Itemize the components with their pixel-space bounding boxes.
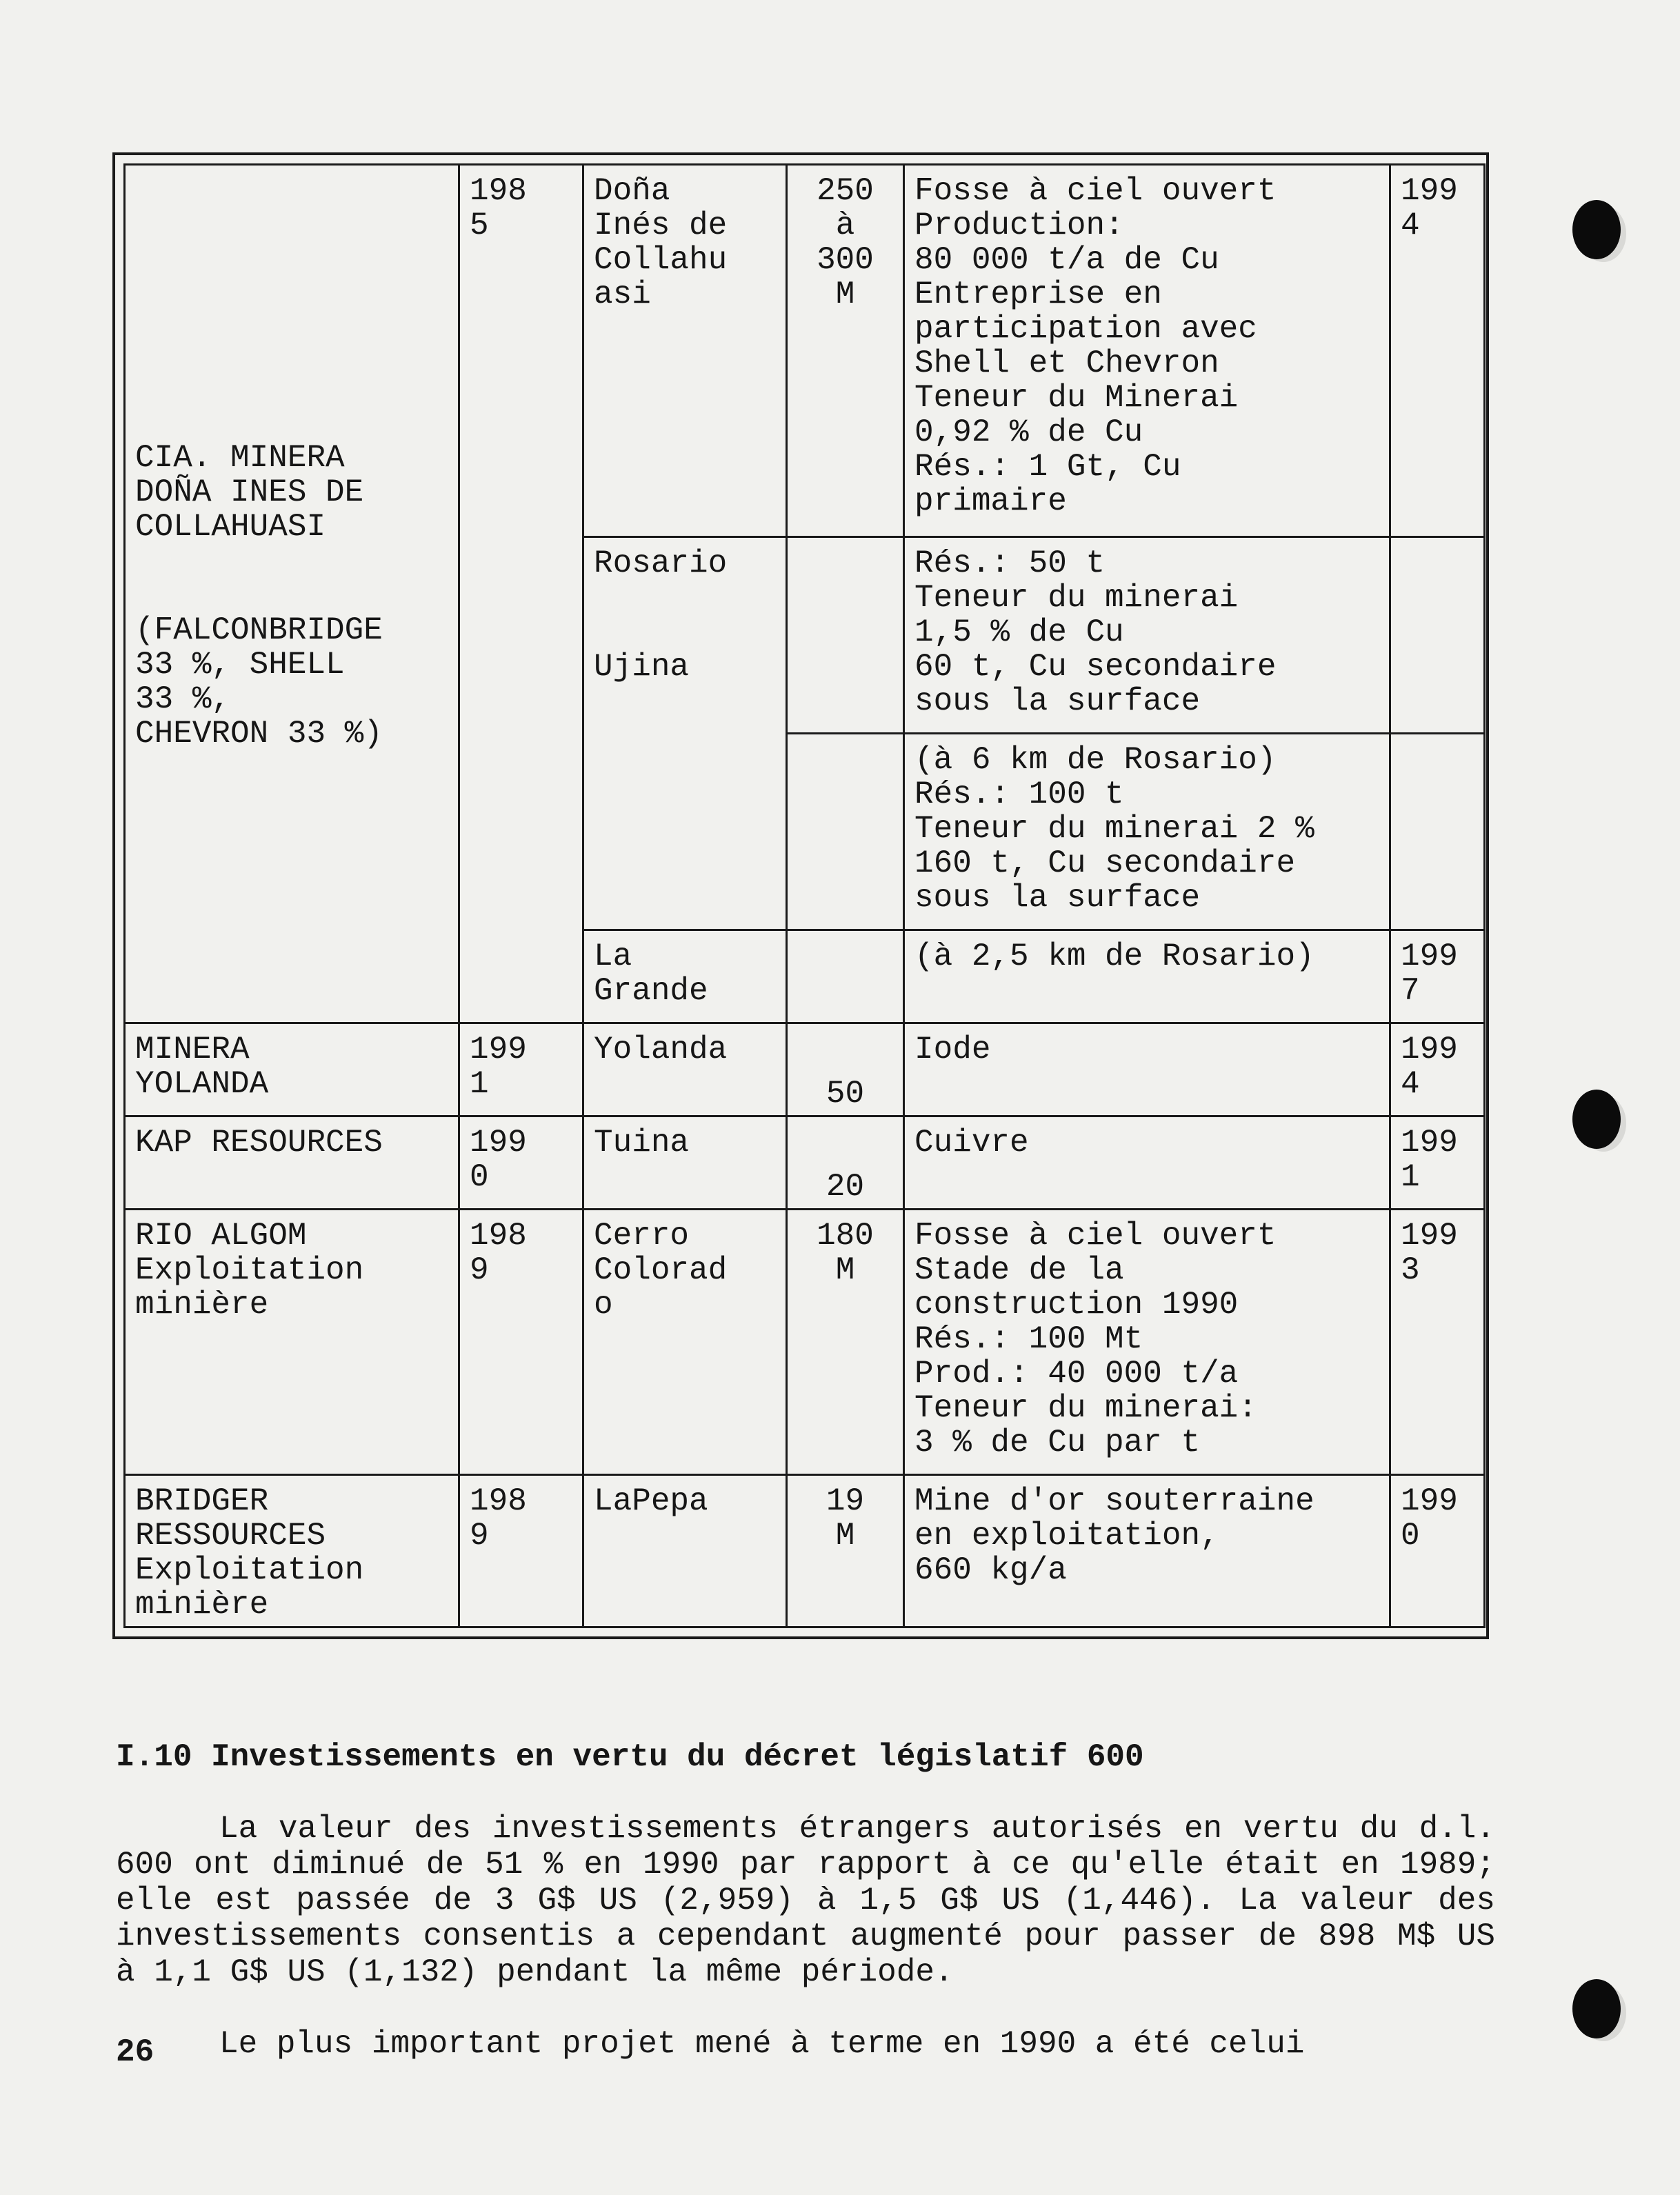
binder-hole-middle — [1572, 1090, 1621, 1149]
description-cell: Mine d'or souterraine en exploitation, 660 kg/a — [904, 1475, 1390, 1627]
start-year-cell: 199 4 — [1390, 165, 1485, 537]
company-cell: MINERA YOLANDA — [125, 1023, 459, 1116]
investment-cell — [787, 734, 904, 930]
investment-cell — [787, 930, 904, 1023]
site-cell: Tuina — [583, 1116, 787, 1210]
site-cell: La Grande — [583, 930, 787, 1023]
description-cell: (à 6 km de Rosario) Rés.: 100 t Teneur du minerai 2 % 160 t, Cu secondaire sous la surface — [904, 734, 1390, 930]
investment-cell: 250 à 300 M — [787, 165, 904, 537]
company-cell: CIA. MINERA DOÑA INES DE COLLAHUASI (FALCONBRIDGE 33 %, SHELL 33 %, CHEVRON 33 %) — [125, 165, 459, 1023]
section-paragraph: Le plus important projet mené à terme en 1990 a été celui — [219, 2026, 1305, 2062]
investment-cell: 20 — [787, 1116, 904, 1210]
table-row — [125, 1210, 1485, 1475]
investment-cell — [787, 537, 904, 734]
table-row — [125, 1475, 1485, 1627]
company-cell: BRIDGER RESSOURCES Exploitation minière — [125, 1475, 459, 1627]
year-cell: 199 0 — [459, 1116, 583, 1210]
investment-cell: 50 — [787, 1023, 904, 1116]
site-cell: Cerro Colorad o — [583, 1210, 787, 1475]
description-cell: Iode — [904, 1023, 1390, 1116]
site-cell: LaPepa — [583, 1475, 787, 1627]
site-cell: Rosario Ujina — [583, 537, 787, 930]
section-investments — [116, 1703, 1495, 2098]
start-year-cell: 199 1 — [1390, 1116, 1485, 1210]
company-cell: KAP RESOURCES — [125, 1116, 459, 1210]
mining-projects-table-frame — [112, 152, 1489, 1639]
start-year-cell — [1390, 537, 1485, 734]
description-cell: (à 2,5 km de Rosario) — [904, 930, 1390, 1023]
page-number: 26 — [116, 2034, 154, 2070]
year-cell: 198 9 — [459, 1475, 583, 1627]
description-cell: Fosse à ciel ouvert Production: 80 000 t/a de Cu Entreprise en participation avec Shell et Chevron Teneur du Minerai 0,92 % de Cu Rés.: 1 Gt, Cu primaire — [904, 165, 1390, 537]
start-year-cell: 199 7 — [1390, 930, 1485, 1023]
description-cell: Cuivre — [904, 1116, 1390, 1210]
investment-cell: 180 M — [787, 1210, 904, 1475]
year-cell: 198 9 — [459, 1210, 583, 1475]
section-heading: I.10 Investissements en vertu du décret législatif 600 — [116, 1739, 1144, 1775]
site-cell: Doña Inés de Collahu asi — [583, 165, 787, 537]
table-row — [125, 1023, 1485, 1116]
description-cell: Fosse à ciel ouvert Stade de la construction 1990 Rés.: 100 Mt Prod.: 40 000 t/a Teneur du minerai: 3 % de Cu par t — [904, 1210, 1390, 1475]
binder-hole-bottom — [1572, 1979, 1621, 2038]
site-cell: Yolanda — [583, 1023, 787, 1116]
start-year-cell — [1390, 734, 1485, 930]
year-cell: 199 1 — [459, 1023, 583, 1116]
start-year-cell: 199 0 — [1390, 1475, 1485, 1627]
table-row — [125, 1116, 1485, 1210]
investment-cell: 19 M — [787, 1475, 904, 1627]
description-cell: Rés.: 50 t Teneur du minerai 1,5 % de Cu 60 t, Cu secondaire sous la surface — [904, 537, 1390, 734]
start-year-cell: 199 4 — [1390, 1023, 1485, 1116]
section-paragraph: La valeur des investissements étrangers autorisés en vertu du d.l. 600 ont diminué de 51 % en 1990 par rapport à ce qu'elle était en 1989; elle est passée de 3 G$ US (2,959) à 1,5 G$ US (1,446). La valeur des investissements consentis a cependant augmenté pour passer de 898 M$ US à 1,1 G$ US (1,132) pendant la même période. — [116, 1811, 1495, 1990]
start-year-cell: 199 3 — [1390, 1210, 1485, 1475]
table-row — [125, 165, 1485, 537]
year-cell: 198 5 — [459, 165, 583, 1023]
company-cell: RIO ALGOM Exploitation minière — [125, 1210, 459, 1475]
binder-hole-top — [1572, 200, 1621, 259]
mining-projects-table — [123, 163, 1486, 1628]
